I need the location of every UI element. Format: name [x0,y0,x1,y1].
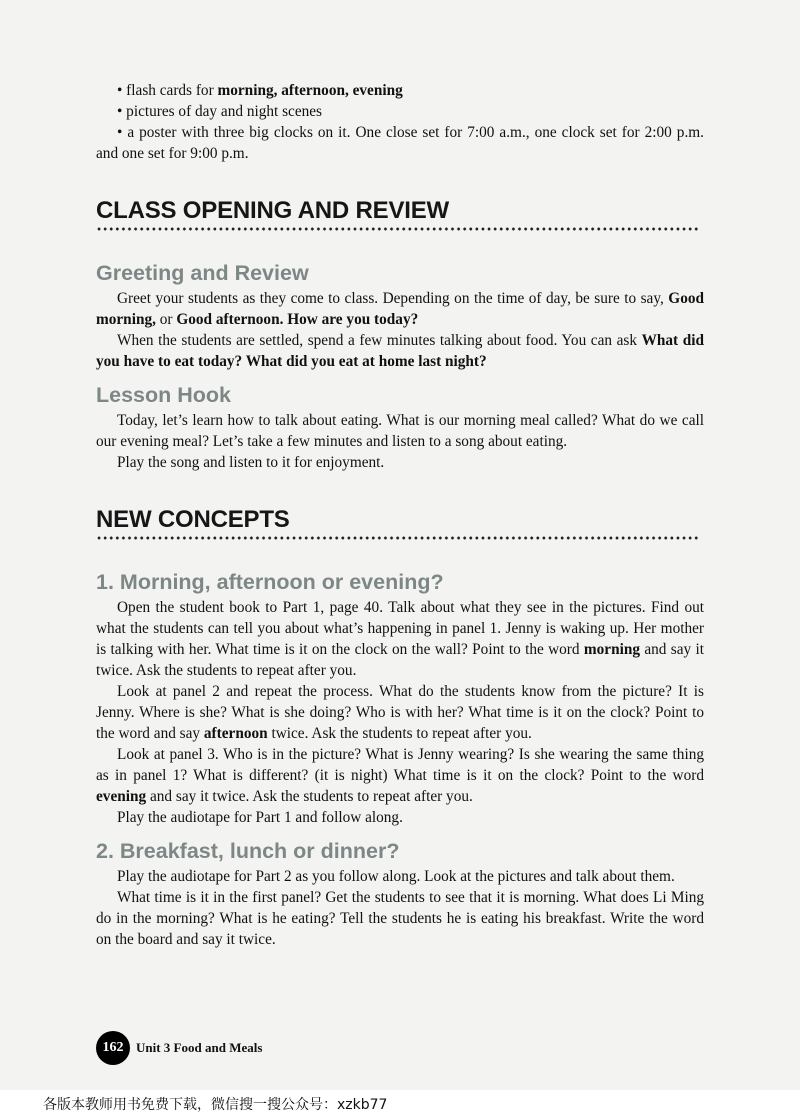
part1-paragraph-2: Look at panel 2 and repeat the process. What do the students know from the picture? It is Jenny. Where is she? What is she doing? Who is with her? What time is it on the clock? Point to the word and say afternoon twice. Ask the students to repeat after you. [96,683,704,742]
part1-paragraph-4: Play the audiotape for Part 1 and follow along. [117,809,403,826]
materials-item-flash-cards: • flash cards for morning, afternoon, evening [117,82,403,99]
part2-paragraph-2: What time is it in the first panel? Get the students to see that it is morning. What does Li Ming do in the morning? What is he eating? Tell the students he is eating his breakfast. Write the word on the board and say it twice. [96,889,704,948]
section-heading-class-opening: CLASS OPENING AND REVIEW [96,197,450,224]
materials-item-pictures: • pictures of day and night scenes [117,103,323,120]
greeting-paragraph-2: When the students are settled, spend a few minutes talking about food. You can ask What did you have to eat today? What did you eat at home last night? [96,332,705,370]
materials-item-poster: • a poster with three big clocks on it. One close set for 7:00 a.m., one clock set for 2:00 p.m. and one set for 9:00 p.m. [96,124,704,162]
part2-paragraph-1: Play the audiotape for Part 2 as you follow along. Look at the pictures and talk about them. [117,868,675,885]
heading-part-1: 1. Morning, afternoon or evening? [96,570,444,594]
greeting-paragraph-1: Greet your students as they come to class. Depending on the time of day, be sure to say, Good morning, or Good afternoon. How are you today? [96,290,704,328]
unit-label: Unit 3 Food and Meals [136,1040,263,1055]
part1-paragraph-1: Open the student book to Part 1, page 40. Talk about what they see in the pictures. Find out what the students can tell you about what’s happening in panel 1. Jenny is waking up. Her mother is talking with her. What time is it on the clock on the wall? Point to the word morning and say it twice. Ask the students to repeat after you. [96,599,704,679]
subheading-greeting-review: Greeting and Review [96,261,309,285]
section-heading-new-concepts: NEW CONCEPTS [96,506,290,533]
part1-paragraph-3: Look at panel 3. Who is in the picture? What is Jenny wearing? Is she wearing the same thing as in panel 1? What is different? (it is night) What time is it on the clock? Point to the word evening and say it twice. Ask the students to repeat after you. [96,746,704,805]
page-content [96,80,704,950]
hook-paragraph-2: Play the song and listen to it for enjoyment. [117,454,385,471]
subheading-lesson-hook: Lesson Hook [96,383,231,407]
heading-part-2: 2. Breakfast, lunch or dinner? [96,839,400,863]
watermark-text: 各版本教师用书免费下载，微信搜一搜公众号：xzkb77 [43,1097,388,1113]
page-footer [96,1031,262,1065]
hook-paragraph-1: Today, let’s learn how to talk about eating. What is our morning meal called? What do we call our evening meal? Let’s take a few minutes and listen to a song about eating. [96,412,704,450]
page-number: 162 [96,1031,130,1065]
